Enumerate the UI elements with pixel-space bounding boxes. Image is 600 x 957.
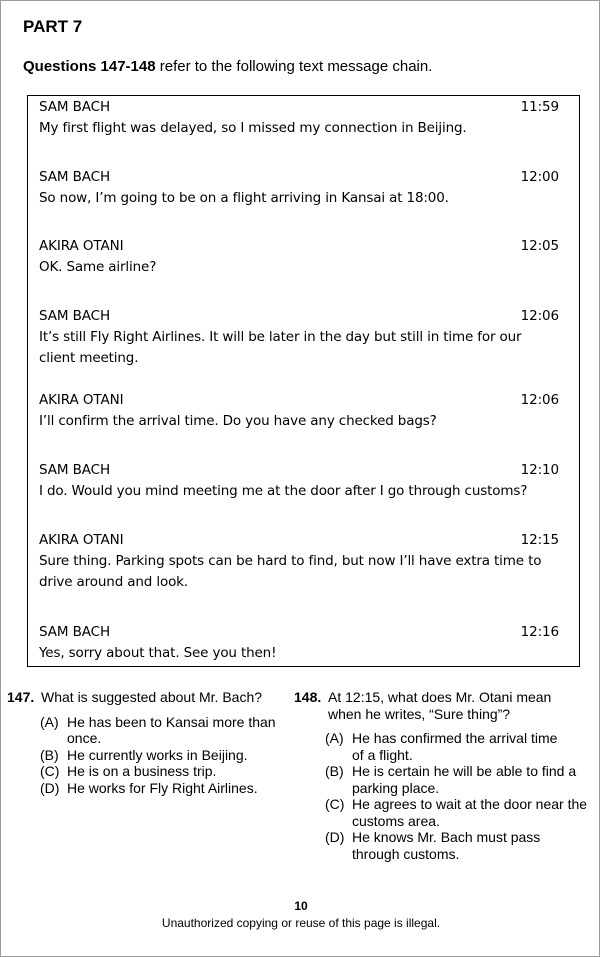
option-text: He is certain he will be able to find a parking place. <box>352 763 577 796</box>
message-time: 12:06 <box>520 392 559 408</box>
message-sender: SAM BACH <box>39 308 111 324</box>
message <box>39 238 559 278</box>
answer-option[interactable] <box>325 829 567 862</box>
answer-option[interactable] <box>40 747 289 764</box>
message-sender: SAM BACH <box>39 169 111 185</box>
option-letter: (B) <box>40 746 59 763</box>
question-stem: At 12:15, what does Mr. Otani mean when he writes, “Sure thing”? <box>328 689 552 722</box>
message-time: 12:15 <box>520 532 559 548</box>
message-text: It’s still Fly Right Airlines. It will be later in the day but still in time for our client meeting. <box>39 329 522 366</box>
option-text: He has confirmed the arrival time of a flight. <box>352 730 558 763</box>
answer-option[interactable] <box>325 730 567 763</box>
message-time: 12:00 <box>520 169 559 185</box>
answer-option[interactable] <box>40 780 289 797</box>
option-text: He is on a business trip. <box>67 763 217 779</box>
question-148 <box>294 689 598 862</box>
option-letter: (D) <box>325 829 345 845</box>
intro-text: refer to the following text message chain. <box>155 58 433 75</box>
option-text: He knows Mr. Bach must pass through customs. <box>352 829 541 862</box>
option-text: He currently works in Beijing. <box>67 746 248 763</box>
option-letter: (A) <box>325 730 344 746</box>
message <box>39 308 559 369</box>
question-147 <box>7 689 289 796</box>
message <box>39 624 559 664</box>
message-text: Sure thing. Parking spots can be hard to find, but now I’ll have extra time to drive around and look. <box>39 553 542 590</box>
option-text: He works for Fly Right Airlines. <box>67 779 258 796</box>
questions-intro <box>23 58 432 75</box>
message <box>39 532 559 593</box>
answer-option[interactable] <box>40 763 289 780</box>
message-text: I do. Would you mind meeting me at the door after I go through customs? <box>39 483 528 499</box>
message-time: 12:10 <box>520 462 559 478</box>
message-sender: SAM BACH <box>39 462 111 478</box>
message-text: So now, I’m going to be on a flight arriving in Kansai at 18:00. <box>39 190 449 206</box>
question-stem: What is suggested about Mr. Bach? <box>41 689 263 705</box>
message-time: 12:06 <box>520 308 559 324</box>
option-text: He has been to Kansai more than once. <box>67 713 276 746</box>
answer-option[interactable] <box>325 763 582 796</box>
answer-option[interactable] <box>325 796 600 829</box>
answer-option[interactable] <box>40 714 289 747</box>
message-sender: AKIRA OTANI <box>39 238 124 254</box>
message <box>39 392 559 432</box>
option-letter: (C) <box>40 763 60 779</box>
option-letter: (A) <box>40 713 59 730</box>
message-sender: AKIRA OTANI <box>39 392 124 408</box>
option-letter: (B) <box>325 763 344 779</box>
message-time: 12:05 <box>520 238 559 254</box>
option-letter: (C) <box>325 796 345 812</box>
option-letter: (D) <box>40 779 60 796</box>
copyright-notice: Unauthorized copying or reuse of this page is illegal. <box>161 916 441 930</box>
message-sender: SAM BACH <box>39 624 111 640</box>
part-title: PART 7 <box>23 17 83 36</box>
message-time: 11:59 <box>520 99 559 115</box>
message <box>39 169 559 209</box>
question-number: 148. <box>294 689 322 705</box>
message <box>39 99 559 139</box>
message-sender: AKIRA OTANI <box>39 532 124 548</box>
message-time: 12:16 <box>520 624 559 640</box>
text-message-chain <box>27 95 580 667</box>
page-number: 10 <box>294 899 308 913</box>
message-text: OK. Same airline? <box>39 259 157 275</box>
question-number: 147. <box>7 689 35 705</box>
message <box>39 462 559 502</box>
option-text: He agrees to wait at the door near the customs area. <box>352 796 588 829</box>
questions-range: Questions 147-148 <box>23 58 156 75</box>
message-text: My first flight was delayed, so I missed my connection in Beijing. <box>39 120 467 136</box>
message-text: I’ll confirm the arrival time. Do you have any checked bags? <box>39 413 437 429</box>
message-text: Yes, sorry about that. See you then! <box>39 645 277 661</box>
message-sender: SAM BACH <box>39 99 111 115</box>
